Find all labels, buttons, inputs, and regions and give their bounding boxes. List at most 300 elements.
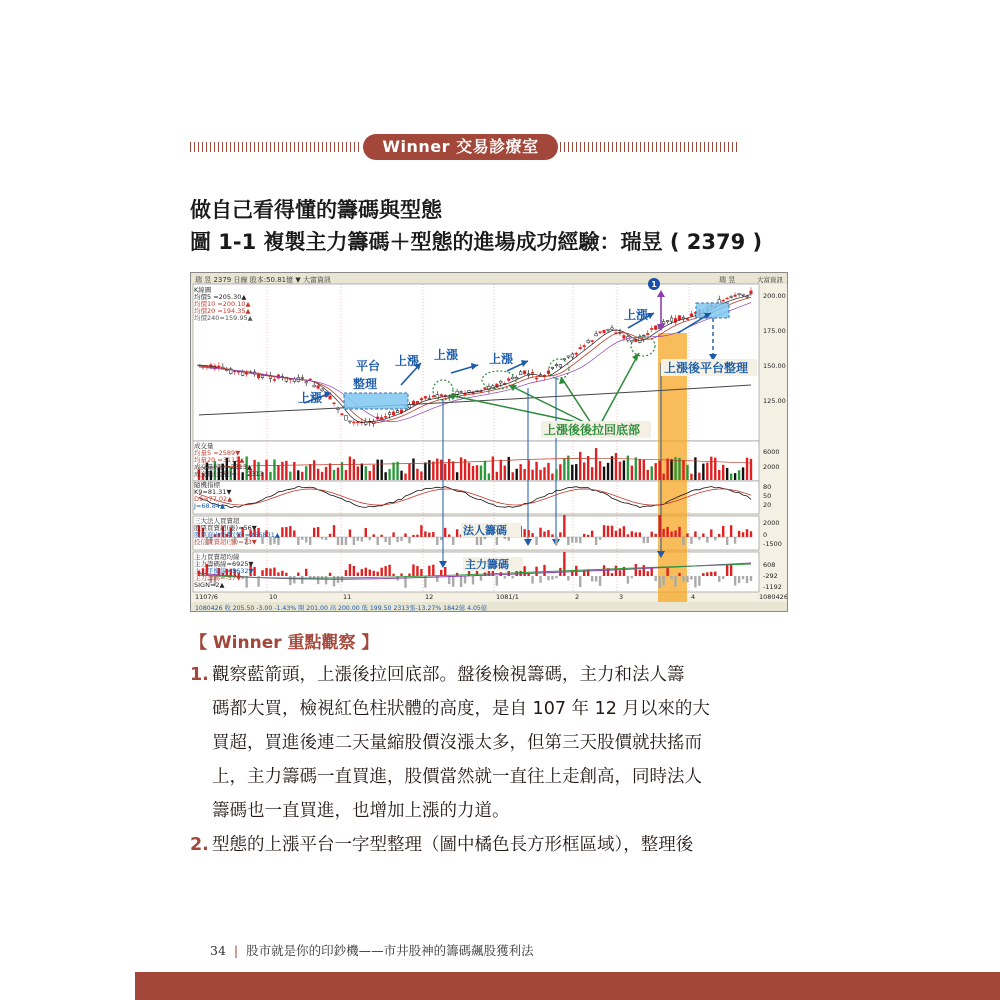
point-2-line-1 [190, 828, 750, 862]
inst-bar-38 [349, 529, 351, 537]
inst-bar-95 [575, 537, 577, 543]
main-bar-62 [444, 567, 446, 576]
vol-bar-51 [400, 471, 402, 480]
inst-bar-47 [384, 537, 386, 542]
page-number: 34 [210, 943, 226, 958]
vol-bar-76 [500, 460, 502, 480]
candle-body-115 [654, 326, 657, 330]
inst-bar-23 [289, 526, 291, 537]
vol-bar-98 [587, 456, 589, 480]
candle-body-103 [607, 329, 610, 330]
inst-bar-88 [547, 530, 549, 537]
candle-body-139 [750, 291, 753, 294]
main-bar-79 [512, 576, 514, 578]
vol-bar-116 [658, 460, 660, 480]
main-bar-20 [277, 572, 279, 576]
candle-body-95 [575, 353, 578, 354]
page-title: 做自己看得懂的籌碼與型態 [190, 198, 442, 222]
vol-bar-33 [329, 463, 331, 480]
vol-bar-136 [738, 470, 740, 480]
inst-bar-135 [734, 537, 736, 544]
chart-header-source: 大富資訊 [757, 276, 783, 284]
vol-label-amount: 成交量(金額)= [194, 470, 238, 478]
candle-body-94 [571, 354, 574, 357]
main-bar-131 [718, 576, 720, 582]
vol-bar-135 [734, 473, 736, 480]
candle-body-118 [666, 320, 669, 321]
price-axis-125: 125.00 [763, 397, 786, 405]
vol-bar-74 [492, 456, 494, 480]
vol-bar-62 [444, 464, 446, 480]
vol-bar-35 [337, 468, 339, 480]
main-bar-86 [539, 576, 541, 583]
time-tick-right: 1080426 [759, 593, 788, 601]
inst-bar-30 [317, 527, 319, 537]
main-bar-113 [647, 571, 649, 576]
inst-bar-75 [496, 537, 498, 545]
vol-bar-111 [639, 459, 641, 480]
inst-bar-49 [392, 532, 394, 537]
inst-bar-136 [738, 531, 740, 537]
main-bar-108 [627, 576, 629, 584]
main-bar-88 [547, 576, 549, 580]
vol-bar-124 [690, 474, 692, 480]
label-platform-1: 平台 [356, 359, 381, 373]
main-bar-25 [297, 572, 299, 576]
inst-bar-43 [369, 537, 371, 540]
time-tick-0: 1107/6 [195, 593, 218, 601]
vol-bar-34 [333, 470, 335, 480]
inst-bar-56 [420, 525, 422, 537]
platform-box-2 [696, 303, 729, 318]
vol-bar-108 [627, 456, 629, 480]
inst-bar-113 [647, 537, 649, 543]
main-bar-12 [245, 576, 247, 588]
main-bar-130 [714, 572, 716, 576]
main-bar-41 [361, 569, 363, 576]
candle-body-81 [519, 372, 522, 375]
main-bar-90 [555, 576, 557, 578]
point-2-number: 2. [190, 835, 209, 855]
price-axis-200: 200.00 [763, 292, 786, 300]
inst-bar-25 [297, 537, 299, 545]
vol-bar-110 [635, 457, 637, 480]
main-bar-99 [591, 576, 593, 581]
inst-bar-57 [424, 531, 426, 537]
candle-body-59 [432, 396, 435, 397]
vol-bar-90 [555, 469, 557, 480]
main-bar-47 [384, 566, 386, 576]
candle-body-78 [507, 379, 510, 381]
main-bar-22 [285, 573, 287, 576]
inst-bar-137 [742, 532, 744, 537]
vol-bar-138 [746, 458, 748, 480]
inst-bar-115 [654, 534, 656, 537]
vol-bar-56 [420, 471, 422, 480]
main-bar-33 [329, 573, 331, 576]
vol-bar-85 [535, 462, 537, 480]
label-up-5: 上漲 [624, 308, 649, 322]
time-tick-4: 1081/1 [496, 593, 519, 601]
main-bar-27 [305, 569, 307, 576]
vol-bar-52 [404, 474, 406, 480]
inst-bar-70 [476, 537, 478, 545]
inst-bar-108 [627, 534, 629, 537]
main-bar-106 [619, 570, 621, 576]
vol-bar-84 [531, 470, 533, 480]
main-bar-119 [670, 576, 672, 579]
inst-bar-31 [321, 537, 323, 539]
main-bar-127 [702, 573, 704, 576]
stock-chart-figure [190, 272, 788, 612]
vol-bar-63 [448, 459, 450, 480]
vol-bar-11 [241, 472, 243, 480]
candle-body-56 [420, 399, 423, 400]
candle-body-33 [329, 396, 332, 399]
vol-bar-32 [325, 467, 327, 480]
vol-bar-100 [595, 448, 597, 480]
vol-bar-131 [718, 470, 720, 480]
inst-bar-104 [611, 526, 613, 537]
vol-bar-94 [571, 465, 573, 480]
inst-bar-72 [484, 537, 486, 539]
inst-bar-40 [357, 537, 359, 541]
vol-bar-80 [515, 469, 517, 480]
vol-bar-81 [519, 464, 521, 480]
kd-label-d: D9=77.02▲ [194, 495, 233, 503]
inst-bar-98 [587, 535, 589, 537]
main-bar-100 [595, 576, 597, 582]
main-bar-87 [543, 565, 545, 576]
candle-body-90 [555, 365, 558, 366]
candle-body-58 [428, 398, 431, 399]
inst-bar-36 [341, 537, 343, 545]
inst-bar-109 [631, 531, 633, 537]
main-bar-117 [662, 576, 664, 585]
vol-bar-50 [396, 462, 398, 480]
inst-bar-102 [603, 525, 605, 537]
candle-body-114 [650, 328, 653, 329]
main-bar-96 [579, 576, 581, 587]
vol-bar-23 [289, 472, 291, 480]
candle-body-133 [726, 298, 729, 299]
ma-label-20: 均價20 =194.35▲ [194, 307, 251, 315]
vol-bar-123 [686, 465, 688, 480]
inst-bar-46 [380, 535, 382, 537]
vol-bar-22 [285, 461, 287, 480]
candle-body-47 [384, 416, 387, 417]
candle-body-93 [567, 356, 570, 357]
vol-bar-127 [702, 464, 704, 480]
vol-bar-96 [579, 452, 581, 480]
kd-axis-20: 20 [763, 501, 772, 509]
vol-bar-112 [643, 460, 645, 480]
inst-bar-105 [615, 531, 617, 537]
candle-body-99 [591, 341, 594, 342]
vol-bar-19 [273, 459, 275, 480]
vol-bar-72 [484, 461, 486, 480]
main-bar-139 [750, 576, 752, 581]
candle-body-48 [388, 413, 391, 415]
main-bar-30 [317, 576, 319, 584]
main-bar-69 [472, 576, 474, 585]
time-tick-2: 11 [343, 593, 352, 601]
inst-bar-122 [682, 537, 684, 545]
candle-body-113 [646, 333, 649, 334]
main-label-3: 主力籌碼=-57▼ [194, 574, 242, 582]
main-bar-116 [658, 576, 660, 588]
vol-bar-64 [452, 461, 454, 480]
page-footer [210, 941, 534, 959]
main-bar-66 [460, 576, 462, 587]
vol-bar-39 [353, 459, 355, 480]
observation-point-2 [190, 828, 750, 862]
point-1-line-2: 碼都大買，檢視紅色柱狀體的高度，是自 107 年 12 月以來的大 [212, 699, 710, 719]
platform-box-1 [344, 393, 408, 409]
inst-bar-134 [730, 525, 732, 537]
point-1-number: 1. [190, 665, 209, 685]
main-bar-40 [357, 573, 359, 576]
inst-bar-123 [686, 533, 688, 537]
inst-bar-125 [694, 531, 696, 537]
inst-bar-97 [583, 534, 585, 537]
vol-bar-129 [710, 457, 712, 480]
main-bar-135 [734, 576, 736, 586]
candle-body-57 [424, 396, 427, 398]
inst-bar-121 [678, 527, 680, 537]
point-1-line-5: 籌碼也一直買進，也增加上漲的力道。 [212, 801, 510, 821]
label-platform-2: 整理 [353, 377, 378, 391]
main-bar-51 [400, 573, 402, 576]
candle-body-66 [460, 392, 463, 393]
inst-bar-101 [599, 537, 601, 540]
main-bar-38 [349, 564, 351, 576]
inst-bar-110 [635, 532, 637, 537]
inst-bar-94 [571, 537, 573, 543]
candle-body-136 [738, 294, 741, 295]
inst-bar-126 [698, 537, 700, 540]
marker-number-1: 1 [651, 280, 657, 289]
candle-body-72 [484, 388, 487, 389]
inst-label-2: 股票進出張數(張)=266801▲ [194, 531, 280, 539]
vol-bar-68 [468, 463, 470, 480]
main-bar-77 [504, 576, 506, 578]
main-bar-53 [408, 574, 410, 576]
inst-bar-33 [329, 534, 331, 537]
inst-bar-65 [456, 529, 458, 537]
candle-body-46 [380, 417, 383, 419]
vol-title: 成交量 [194, 442, 214, 450]
inst-bar-132 [722, 526, 724, 537]
main-bar-94 [571, 572, 573, 576]
label-mainforce: 主力籌碼 [465, 558, 509, 571]
main-bar-46 [380, 568, 382, 576]
vol-label-ma20: 均量20 =3112▲ [194, 456, 245, 464]
time-tick-6: 3 [619, 593, 624, 601]
inst-bar-50 [396, 537, 398, 542]
vol-bar-92 [563, 458, 565, 480]
vol-axis-2000: 2000 [763, 463, 780, 471]
candle-body-34 [333, 403, 336, 404]
candle-body-84 [531, 372, 534, 373]
inst-bar-59 [432, 532, 434, 537]
candle-body-104 [611, 328, 614, 330]
candle-body-61 [440, 395, 443, 397]
candle-body-98 [587, 340, 590, 342]
main-bar-43 [369, 570, 371, 576]
inst-bar-62 [444, 528, 446, 537]
main-bar-48 [388, 565, 390, 576]
vol-bar-89 [551, 474, 553, 480]
inst-bar-32 [325, 537, 327, 540]
vol-label-shares: 成交量(張)=2313▲ [194, 463, 253, 471]
label-up-4: 上漲 [489, 352, 514, 366]
vol-bar-86 [539, 470, 541, 480]
vol-bar-88 [547, 463, 549, 480]
candle-body-76 [500, 381, 503, 383]
vol-bar-105 [615, 453, 617, 480]
vol-bar-59 [432, 462, 434, 480]
main-bar-63 [448, 576, 450, 584]
footer-separator: | [233, 943, 239, 958]
candle-body-123 [686, 319, 689, 320]
label-up-1: 上漲 [298, 391, 323, 405]
main-bar-54 [412, 564, 414, 576]
vol-bar-47 [384, 472, 386, 480]
inst-bar-21 [281, 527, 283, 537]
inst-bar-61 [440, 537, 442, 540]
main-bar-45 [377, 572, 379, 576]
vol-bar-77 [504, 466, 506, 480]
candle-body-97 [583, 346, 586, 347]
main-bar-19 [273, 568, 275, 576]
vol-bar-40 [357, 466, 359, 480]
chart-header-left: 瑞 昱 2379 日線 股本:50.81億 ▼ 大富資訊 [195, 276, 331, 284]
main-bar-29 [313, 576, 315, 579]
section-banner [190, 134, 740, 160]
main-bar-21 [281, 571, 283, 576]
inst-bar-114 [651, 532, 653, 537]
main-bar-112 [643, 565, 645, 576]
inst-bar-24 [293, 530, 295, 537]
main-axis-1: 608 [763, 561, 776, 569]
banner-pill: Winner 交易診療室 [363, 134, 558, 160]
inst-bar-52 [404, 533, 406, 537]
candle-body-137 [742, 294, 745, 295]
vol-bar-54 [412, 458, 414, 480]
vol-bar-29 [313, 460, 315, 480]
vol-bar-53 [408, 464, 410, 480]
main-bar-16 [261, 570, 263, 576]
main-bar-49 [392, 574, 394, 576]
main-bar-37 [345, 570, 347, 576]
main-bar-105 [615, 566, 617, 576]
vol-bar-42 [365, 466, 367, 480]
vol-bar-27 [305, 466, 307, 480]
kd-label-k: K9=81.31▼ [194, 488, 232, 496]
inst-bar-89 [551, 534, 553, 537]
vol-bar-28 [309, 464, 311, 480]
inst-bar-124 [690, 537, 692, 544]
inst-bar-91 [559, 532, 561, 537]
candle-body-16 [261, 375, 264, 377]
candle-body-100 [595, 334, 598, 336]
inst-bar-83 [527, 530, 529, 537]
candle-body-38 [349, 421, 352, 422]
candle-body-89 [551, 367, 554, 368]
vol-bar-65 [456, 472, 458, 480]
inst-bar-48 [388, 537, 390, 545]
vol-bar-122 [682, 460, 684, 480]
kd-title: 隨機指標 [194, 481, 220, 489]
inst-bar-138 [746, 529, 748, 537]
vol-bar-49 [392, 463, 394, 480]
inst-bar-119 [670, 531, 672, 537]
main-bar-134 [730, 565, 732, 576]
main-bar-67 [464, 576, 466, 583]
kd-label-j: J=68.84▲ [194, 502, 225, 510]
chart-status-bar: 1080426 收 205.50 -3.00 -1.43% 開 201.00 高 200.00 低 199.50 2313張-13.27% 1842億 4.05億 [195, 605, 488, 612]
ma-label-5: 均價5 =205.30▲ [194, 293, 247, 301]
observation-point-1 [190, 658, 750, 828]
inst-bar-93 [567, 537, 569, 545]
candle-body-132 [722, 300, 725, 301]
main-bar-14 [253, 567, 255, 576]
main-bar-129 [710, 572, 712, 576]
candle-body-117 [662, 322, 665, 324]
inst-bar-130 [714, 537, 716, 540]
candle-body-28 [309, 379, 312, 380]
vol-bar-118 [666, 458, 668, 480]
inst-bar-53 [408, 537, 410, 543]
main-bar-104 [611, 573, 613, 576]
figure-title: 圖 1-1 複製主力籌碼＋型態的進場成功經驗：瑞昱 ( 2379 ) [190, 230, 763, 254]
inst-bar-86 [539, 528, 541, 537]
candle-body-26 [301, 377, 304, 378]
inst-bar-129 [710, 529, 712, 537]
vol-bar-73 [488, 473, 490, 480]
candle-body-19 [273, 379, 276, 380]
main-bar-59 [432, 565, 434, 576]
kd-axis-80: 80 [763, 483, 772, 491]
candle-body-82 [523, 371, 526, 374]
vol-bar-101 [599, 461, 601, 480]
vol-bar-115 [654, 463, 656, 480]
vol-bar-137 [742, 467, 744, 480]
main-bar-26 [301, 576, 303, 584]
main-bar-128 [706, 572, 708, 576]
inst-bar-120 [674, 531, 676, 537]
main-bar-65 [456, 573, 458, 576]
candle-body-96 [579, 348, 582, 349]
vol-bar-25 [297, 470, 299, 480]
main-bar-110 [635, 564, 637, 576]
vol-bar-130 [714, 458, 716, 480]
main-bar-133 [726, 565, 728, 576]
main-bar-111 [639, 570, 641, 576]
inst-bar-106 [619, 528, 621, 537]
banner-right-rule [560, 142, 740, 152]
point-2-text-1: 型態的上漲平台一字型整理（圖中橘色長方形框區域），整理後 [212, 835, 694, 855]
main-bar-136 [738, 576, 740, 583]
vol-bar-106 [619, 462, 621, 480]
vol-bar-109 [631, 466, 633, 480]
inst-bar-39 [353, 537, 355, 545]
vol-bar-83 [527, 460, 529, 480]
candle-body-5 [218, 366, 221, 367]
vol-bar-134 [730, 474, 732, 480]
main-bar-124 [690, 576, 692, 580]
